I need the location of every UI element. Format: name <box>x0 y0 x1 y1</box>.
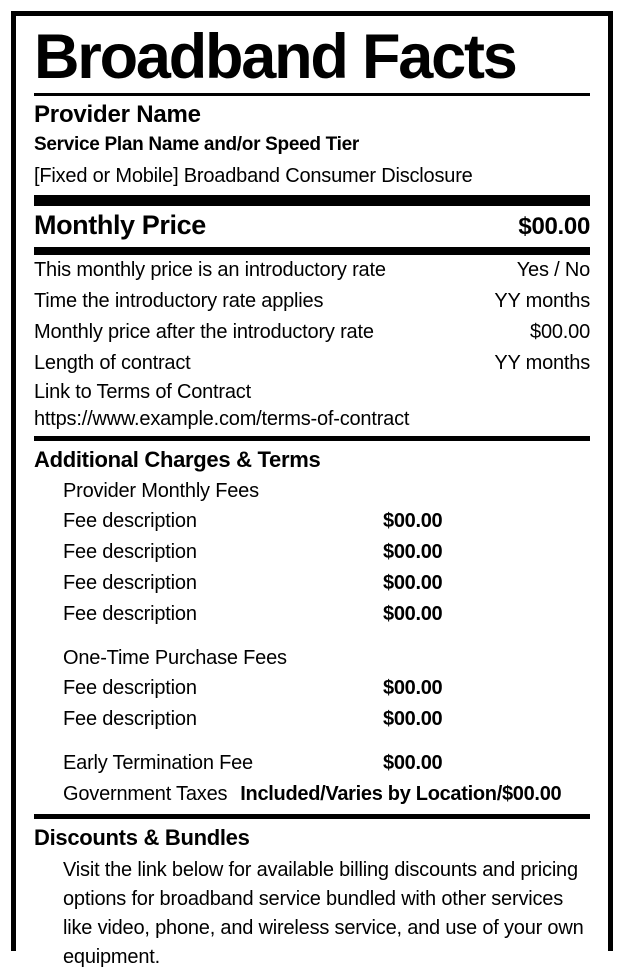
fee-label: Fee description <box>63 572 197 594</box>
broadband-facts-label <box>11 11 613 968</box>
contract-terms-link[interactable]: https://www.example.com/terms-of-contract <box>34 408 410 430</box>
fee-label: Fee description <box>63 510 197 532</box>
fee-group-spacer <box>34 735 590 748</box>
government-taxes-label: Government Taxes <box>63 783 228 805</box>
monthly-price-top-bar <box>34 195 590 206</box>
table-row <box>34 599 590 630</box>
detail-label: Length of contract <box>34 352 191 374</box>
page-title: Broadband Facts <box>34 22 516 92</box>
monthly-price-row <box>34 208 590 244</box>
fee-group-spacer <box>34 630 590 643</box>
additional-charges-divider <box>34 436 590 441</box>
disclosure-type: [Fixed or Mobile] Broadband Consumer Disclosure <box>34 165 473 187</box>
detail-label: This monthly price is an introductory rate <box>34 259 386 281</box>
service-plan-name: Service Plan Name and/or Speed Tier <box>34 134 359 155</box>
discounts-body: Visit the link below for available billing discounts and pricing options for broadband service bundled with other services like video, phone, and wireless service, and use of your own equipment. <box>63 859 584 968</box>
detail-label: Monthly price after the introductory rate <box>34 321 374 343</box>
detail-value: Yes / No <box>516 259 590 281</box>
fee-label: Fee description <box>63 708 197 730</box>
table-row <box>34 673 590 704</box>
fee-label: Fee description <box>63 603 197 625</box>
detail-label: Time the introductory rate applies <box>34 290 324 312</box>
monthly-price-label: Monthly Price <box>34 210 206 240</box>
table-row <box>34 748 590 779</box>
detail-value: YY months <box>494 290 590 312</box>
provider-monthly-fees-heading: Provider Monthly Fees <box>63 480 259 502</box>
onetime-purchase-fees-heading: One-Time Purchase Fees <box>63 647 287 669</box>
fee-amount: $00.00 <box>383 510 443 532</box>
contract-terms-block <box>34 379 590 436</box>
monthly-price-details <box>34 255 590 379</box>
fee-amount: $00.00 <box>383 603 443 625</box>
table-row <box>34 255 590 286</box>
fee-amount: $00.00 <box>383 572 443 594</box>
table-row <box>34 348 590 379</box>
fee-amount: $00.00 <box>383 708 443 730</box>
fee-label: Fee description <box>63 541 197 563</box>
title-divider <box>34 93 590 96</box>
monthly-price-value: $00.00 <box>518 213 590 240</box>
fee-amount: $00.00 <box>383 541 443 563</box>
table-row <box>34 779 590 814</box>
fee-amount: $00.00 <box>383 677 443 699</box>
table-row <box>34 537 590 568</box>
contract-terms-label: Link to Terms of Contract <box>34 381 251 403</box>
table-row <box>34 568 590 599</box>
table-row <box>34 704 590 735</box>
provider-name: Provider Name <box>34 101 201 128</box>
table-row <box>34 317 590 348</box>
early-termination-amount: $00.00 <box>383 752 443 774</box>
table-row <box>34 286 590 317</box>
discounts-heading: Discounts & Bundles <box>34 825 250 850</box>
detail-value: $00.00 <box>530 321 590 343</box>
fee-label: Fee description <box>63 677 197 699</box>
table-row <box>34 506 590 537</box>
early-termination-label: Early Termination Fee <box>63 752 253 774</box>
detail-value: YY months <box>494 352 590 374</box>
additional-charges-heading: Additional Charges & Terms <box>34 447 321 472</box>
discounts-divider <box>34 814 590 819</box>
government-taxes-value: Included/Varies by Location/$00.00 <box>240 783 562 805</box>
monthly-price-bottom-bar <box>34 247 590 255</box>
